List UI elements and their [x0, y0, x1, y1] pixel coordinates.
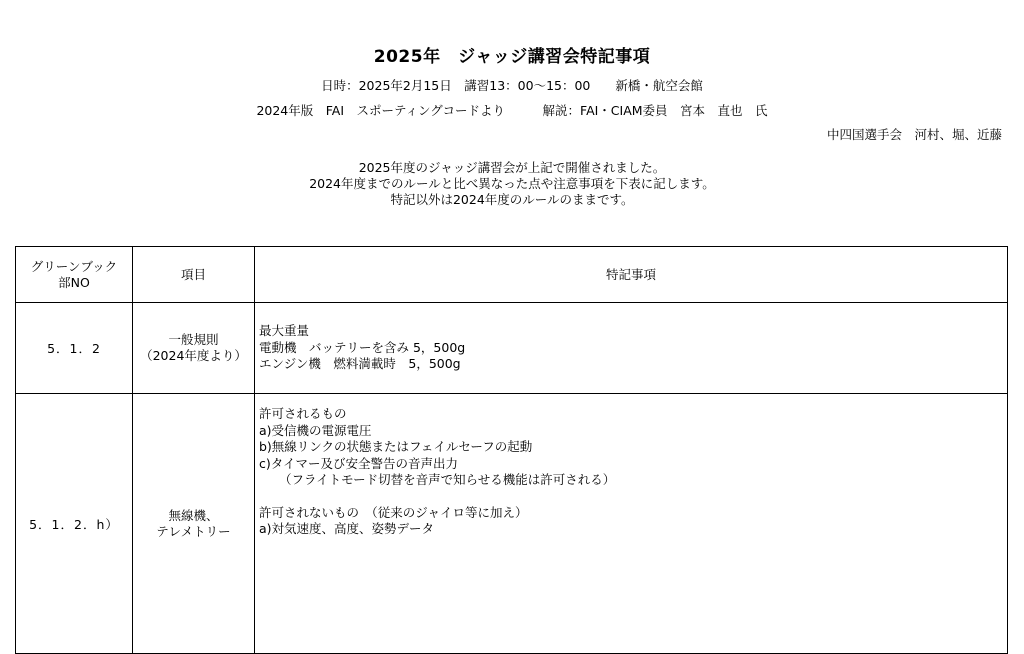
rules-table [15, 246, 1008, 654]
authors: 中四国選手会 河村、堀、近藤 [826, 127, 1002, 142]
note-line: a)受信機の電源電圧 [259, 422, 372, 438]
row-item-line2: （2024年度より） [140, 348, 247, 363]
note-line: 許可されないもの （従来のジャイロ等に加え） [259, 504, 528, 520]
note-line: 電動機 バッテリーを含み 5，500g [259, 339, 466, 355]
note-line: a)対気速度、高度、姿勢データ [259, 521, 435, 536]
row-item-line2: テレメトリー [156, 523, 231, 539]
header-item: 項目 [133, 247, 255, 303]
header-green-book-no [16, 247, 133, 303]
note-spacer [259, 489, 1003, 505]
row-no: 5．1．2．h） [16, 394, 133, 654]
row-notes [255, 394, 1008, 654]
table-header-row [16, 247, 1008, 303]
intro-line-2: 2024年度までのルールと比べ異なった点や注意事項を下表に記します。 [309, 176, 715, 191]
row-no: 5．1．2 [16, 303, 133, 394]
note-line: 最大重量 [259, 323, 310, 339]
intro-line-3: 特記以外は2024年度のルールのままです。 [390, 192, 634, 207]
note-line: 許可されるもの [259, 406, 347, 421]
header-no-line2: 部NO [58, 274, 90, 290]
row-item [133, 303, 255, 394]
row-item [133, 394, 255, 654]
event-datetime: 日時：2025年2月15日 講習13：00～15：00 新橋・航空会館 [321, 78, 703, 93]
page-title: 2025年 ジャッジ講習会特記事項 [373, 47, 651, 67]
table-row [16, 394, 1008, 654]
row-item-line1: 無線機、 [168, 507, 219, 523]
row-notes [255, 303, 1008, 394]
note-line: （フライトモード切替を音声で知らせる機能は許可される） [279, 472, 616, 487]
note-line: b)無線リンクの状態またはフェイルセーフの起動 [259, 439, 533, 454]
rules-source: 2024年版 FAI スポーティングコードより 解説：FAI・CIAM委員 宮本 直也 氏 [256, 103, 768, 118]
table-row [16, 303, 1008, 394]
note-line: エンジン機 燃料満載時 5，500g [259, 356, 461, 372]
intro-line-1: 2025年度のジャッジ講習会が上記で開催されました。 [358, 160, 666, 175]
note-line: c)タイマー及び安全警告の音声出力 [259, 455, 458, 471]
header-note: 特記事項 [255, 247, 1008, 303]
header-no-line1: グリーンブック [30, 258, 118, 274]
row-item-line1: 一般規則 [168, 332, 219, 347]
